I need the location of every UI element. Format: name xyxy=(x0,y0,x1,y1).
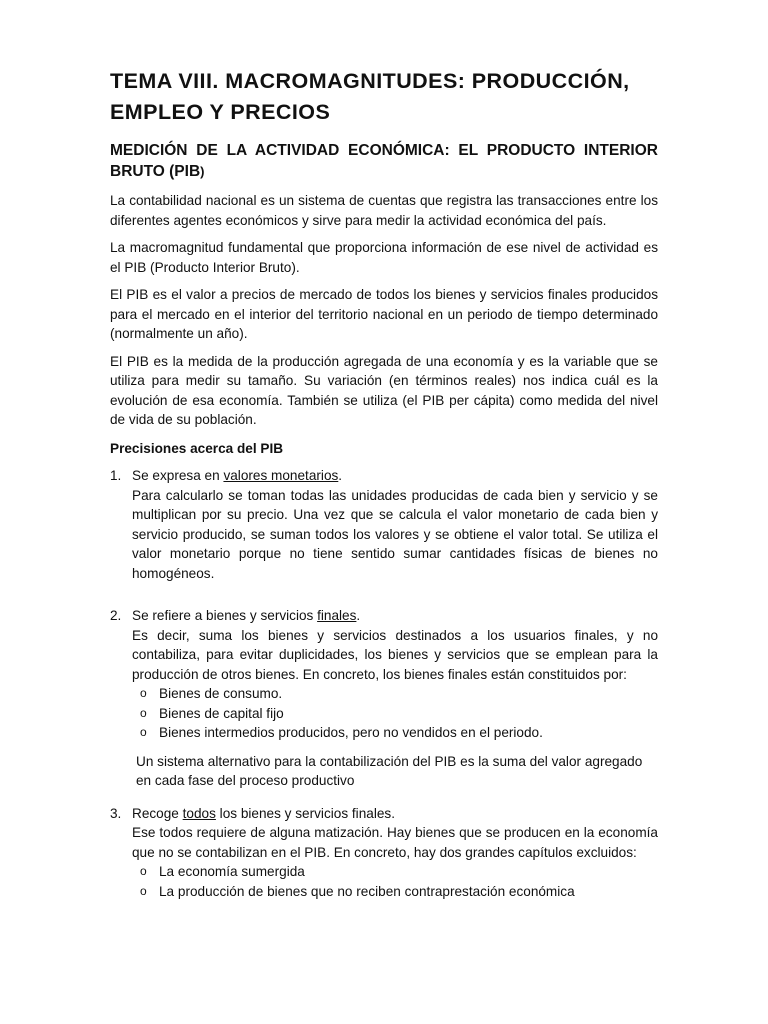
item-number: 3. xyxy=(110,805,122,821)
bullet-item xyxy=(140,862,658,882)
document-title: TEMA VIII. MACROMAGNITUDES: PRODUCCIÓN, EMPLEO Y PRECIOS xyxy=(110,69,630,124)
item-lead-underlined: finales xyxy=(317,608,357,623)
item-body: Para calcularlo se toman todas las unidades producidas de cada bien y servicio y se multiplican por su precio. Una vez que se calcula el valor monetario de cada bien y servicio producido, se suman todos los valores y se obtiene el valor total. Se utiliza el valor monetario porque no tiene sentido sumar cantidades físicas de bienes no homogéneos. xyxy=(132,487,658,581)
bullet-item xyxy=(140,882,658,902)
item-lead-post: . xyxy=(338,468,343,483)
item-note: Un sistema alternativo para la contabilización del PIB es la suma del valor agregado en cada fase del proceso productivo xyxy=(136,753,643,788)
item-lead-pre: Recoge xyxy=(132,805,183,821)
bullet-item xyxy=(140,723,658,743)
bullet-item xyxy=(140,704,658,724)
bullet-item xyxy=(140,684,658,704)
item-body: Es decir, suma los bienes y servicios destinados a los usuarios finales, y no contabiliza, para evitar duplicidades, los bienes y servicios que se emplean para la producción de otros bienes. En concreto, los bienes finales están constituidos por: xyxy=(132,627,658,682)
bullet-marker: o xyxy=(140,864,147,878)
numbered-list xyxy=(110,466,658,901)
list-item-2 xyxy=(110,606,658,791)
bullet-marker: o xyxy=(140,705,147,720)
item-lead xyxy=(132,466,658,486)
bullet-list xyxy=(132,862,658,901)
paragraph-1: La contabilidad nacional es un sistema de cuentas que registra las transacciones entre los diferentes agentes económicos y sirve para medir la actividad económica del país. xyxy=(110,193,658,228)
bullet-marker: o xyxy=(140,686,147,700)
bullet-text: La producción de bienes que no reciben contraprestación económica xyxy=(159,883,575,899)
item-lead-underlined: todos xyxy=(182,805,216,821)
paragraph-4: El PIB es la medida de la producción agregada de una economía y es la variable que se utiliza para medir su tamaño. Su variación (en términos reales) nos indica cuál es la evolución de esa economía. También se utiliza (el PIB per cápita) como medida del nivel de vida de su población. xyxy=(110,353,658,427)
bullet-text: Bienes intermedios producidos, pero no vendidos en el periodo. xyxy=(159,725,543,740)
bullet-marker: o xyxy=(140,883,147,898)
item-number: 1. xyxy=(110,468,122,483)
paragraph-2: La macromagnitud fundamental que proporciona información de ese nivel de actividad es el PIB (Producto Interior Bruto). xyxy=(110,240,658,275)
bullet-list xyxy=(132,684,658,743)
item-lead-pre: Se refiere a bienes y servicios xyxy=(132,608,318,623)
bullet-text: La economía sumergida xyxy=(159,864,305,879)
item-lead-underlined: valores monetarios xyxy=(223,468,339,483)
section-heading xyxy=(110,140,658,182)
item-number: 2. xyxy=(110,608,122,623)
section-heading-paren: ) xyxy=(200,164,205,179)
item-lead xyxy=(132,804,658,824)
item-lead-pre: Se expresa en xyxy=(132,468,224,483)
paragraph-3: El PIB es el valor a precios de mercado de todos los bienes y servicios finales producidos para el mercado en el interior del territorio nacional en un periodo de tiempo determinado (normalmente un año). xyxy=(110,287,658,341)
bullet-text: Bienes de consumo. xyxy=(159,686,283,701)
item-body: Ese todos requiere de alguna matización. Hay bienes que se producen en la economía que no se contabilizan en el PIB. En concreto, hay dos grandes capítulos excluidos: xyxy=(132,825,658,860)
section-heading-text: MEDICIÓN DE LA ACTIVIDAD ECONÓMICA: EL PRODUCTO INTERIOR BRUTO (PIB xyxy=(110,142,658,180)
list-item-3 xyxy=(110,804,658,902)
list-item-1 xyxy=(110,466,658,583)
item-lead-post: . xyxy=(356,608,361,623)
document-page xyxy=(110,66,658,901)
bullet-text: Bienes de capital fijo xyxy=(159,705,284,721)
subheading: Precisiones acerca del PIB xyxy=(110,440,284,456)
bullet-marker: o xyxy=(140,725,147,739)
item-lead-post: los bienes y servicios finales. xyxy=(215,805,395,821)
item-lead xyxy=(132,606,658,626)
